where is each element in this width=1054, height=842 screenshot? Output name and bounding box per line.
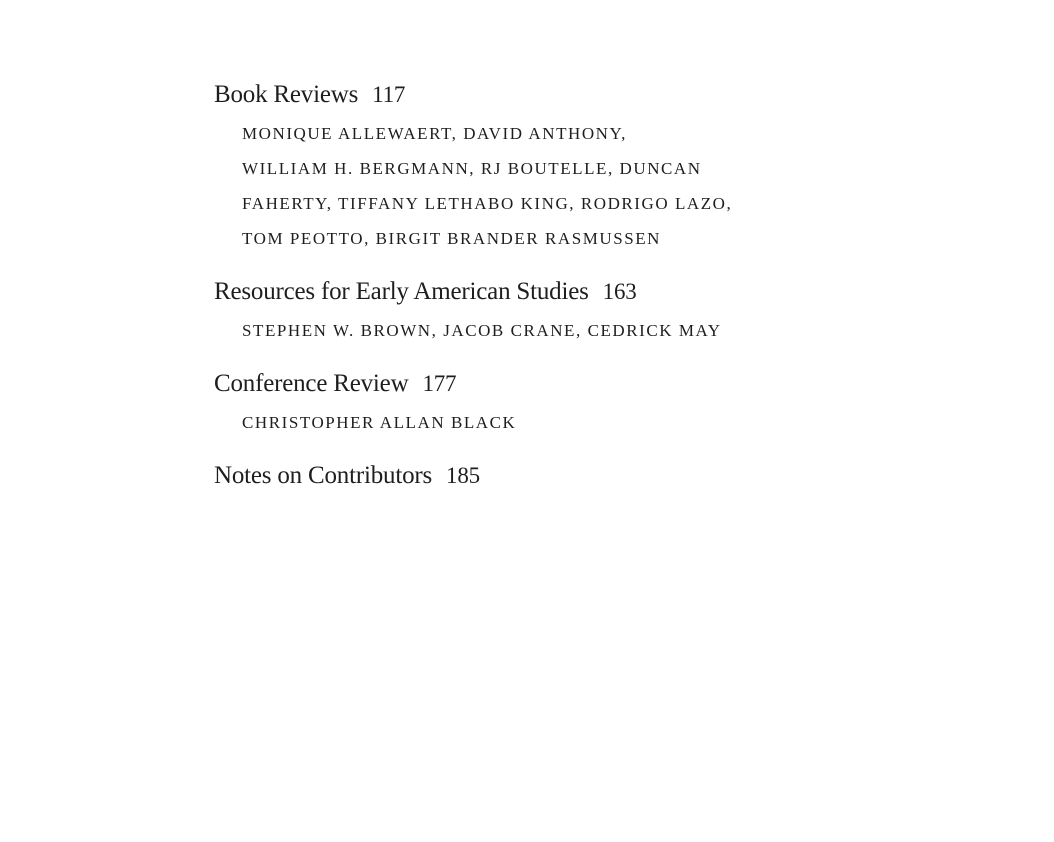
author-line: MONIQUE ALLEWAERT, DAVID ANTHONY, bbox=[242, 124, 627, 143]
toc-entry-book-reviews bbox=[214, 78, 854, 256]
author-line: WILLIAM H. BERGMANN, RJ BOUTELLE, DUNCAN bbox=[242, 159, 702, 178]
toc-entry-authors bbox=[242, 116, 854, 256]
author-line: TOM PEOTTO, BIRGIT BRANDER RASMUSSEN bbox=[242, 229, 661, 248]
toc-entry-notes-on-contributors bbox=[214, 459, 854, 493]
toc-entry-page-number: 177 bbox=[422, 371, 457, 396]
toc-entry-authors bbox=[242, 405, 854, 440]
toc-entry-title: Notes on Contributors bbox=[214, 462, 433, 489]
toc-entry-title: Book Reviews bbox=[214, 81, 359, 108]
author-line: STEPHEN W. BROWN, JACOB CRANE, CEDRICK MAY bbox=[242, 321, 722, 340]
toc-entry-page-number: 185 bbox=[446, 463, 480, 488]
toc-entry-conference-review bbox=[214, 367, 854, 440]
toc-entry-resources bbox=[214, 275, 854, 348]
toc-entry-title: Conference Review bbox=[214, 370, 409, 397]
toc-entry-heading[interactable] bbox=[214, 78, 854, 112]
toc-entry-page-number: 117 bbox=[372, 82, 406, 107]
toc-entry-heading[interactable] bbox=[214, 275, 854, 309]
table-of-contents bbox=[214, 78, 854, 493]
toc-entry-authors bbox=[242, 313, 854, 348]
author-line: FAHERTY, TIFFANY LETHABO KING, RODRIGO LAZO, bbox=[242, 194, 733, 213]
toc-entry-heading[interactable] bbox=[214, 459, 854, 493]
toc-entry-page-number: 163 bbox=[602, 279, 637, 304]
toc-entry-heading[interactable] bbox=[214, 367, 854, 401]
toc-entry-title: Resources for Early American Studies bbox=[214, 278, 589, 305]
author-line: CHRISTOPHER ALLAN BLACK bbox=[242, 413, 517, 432]
